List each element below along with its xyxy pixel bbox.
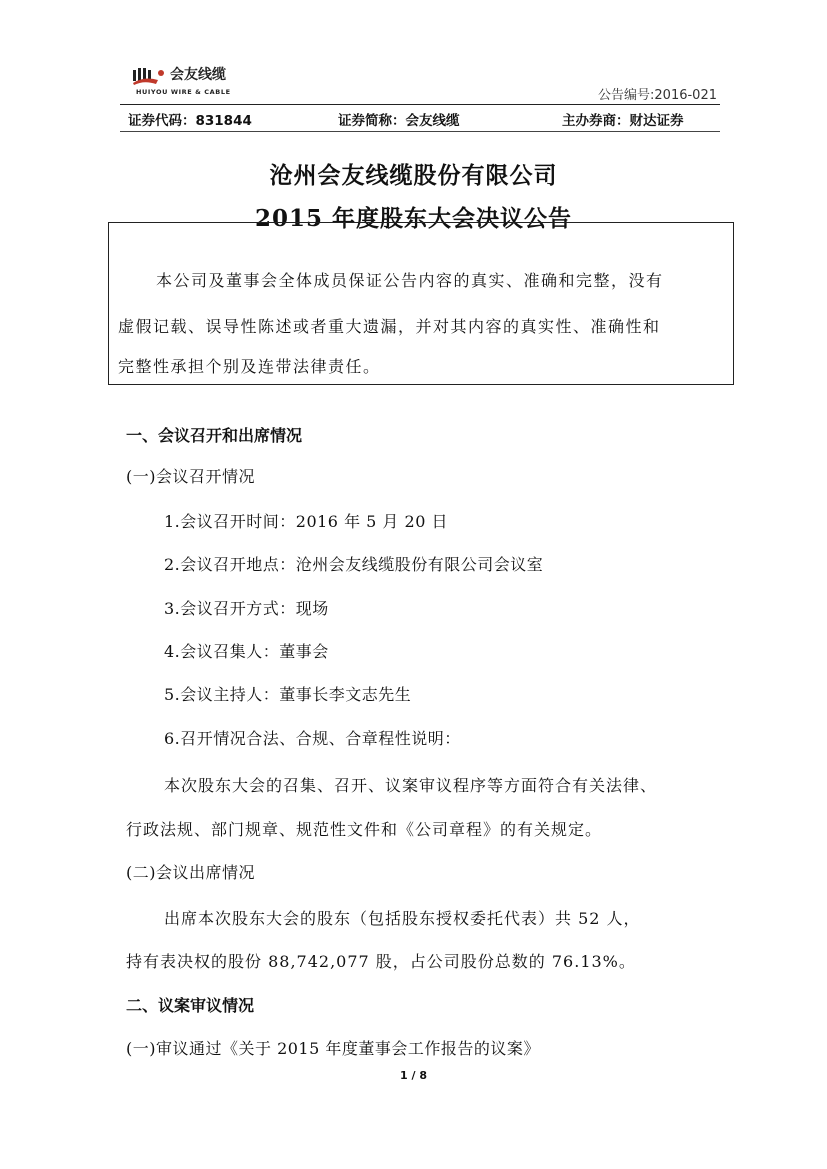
meeting-host: 5.会议主持人：董事长李文志先生 — [164, 685, 412, 704]
header-underline — [120, 131, 720, 132]
disclaimer-line: 完整性承担个别及连带法律责任。 — [118, 357, 381, 376]
subsection-heading: (一)审议通过《关于 2015 年度董事会工作报告的议案》 — [126, 1039, 540, 1058]
subsection-heading: (二)会议出席情况 — [126, 863, 255, 882]
section-heading: 二、议案审议情况 — [126, 996, 255, 1015]
meeting-method: 3.会议召开方式：现场 — [164, 599, 329, 618]
subsection-heading: (一)会议召开情况 — [126, 467, 255, 486]
header-divider — [120, 104, 720, 105]
legality-paragraph-line: 本次股东大会的召集、召开、议案审议程序等方面符合有关法律、 — [164, 776, 658, 795]
disclaimer-line: 虚假记载、误导性陈述或者重大遗漏，并对其内容的真实性、准确性和 — [118, 317, 661, 336]
meeting-time: 1.会议召开时间：2016 年 5 月 20 日 — [164, 512, 448, 531]
announcement-number: 公告编号:2016-021 — [598, 88, 717, 103]
company-logo — [132, 66, 282, 100]
document-title-company: 沧州会友线缆股份有限公司 — [269, 162, 558, 189]
logo-mark-icon — [132, 66, 166, 86]
stock-abbreviation: 证券简称：会友线缆 — [338, 113, 460, 129]
section-heading: 一、会议召开和出席情况 — [126, 426, 303, 445]
page-number: 1 / 8 — [400, 1069, 427, 1082]
legality-paragraph-line: 行政法规、部门规章、规范性文件和《公司章程》的有关规定。 — [126, 820, 603, 839]
legality-statement-label: 6.召开情况合法、合规、合章程性说明： — [164, 729, 461, 748]
document-title-meeting: 2015 年度股东大会决议公告 — [254, 205, 573, 232]
stock-code: 证券代码：831844 — [128, 113, 252, 129]
meeting-location: 2.会议召开地点：沧州会友线缆股份有限公司会议室 — [164, 555, 544, 574]
attendance-paragraph-line: 出席本次股东大会的股东（包括股东授权委托代表）共 52 人， — [164, 909, 641, 928]
meeting-convener: 4.会议召集人：董事会 — [164, 642, 329, 661]
logo-english-name: HUIYOU WIRE & CABLE — [136, 88, 231, 96]
attendance-paragraph-line: 持有表决权的股份 88,742,077 股，占公司股份总数的 76.13%。 — [126, 952, 636, 971]
disclaimer-line: 本公司及董事会全体成员保证公告内容的真实、准确和完整，没有 — [156, 271, 664, 290]
sponsor-broker: 主办券商：财达证券 — [562, 113, 684, 129]
logo-chinese-name: 会友线缆 — [170, 67, 226, 83]
